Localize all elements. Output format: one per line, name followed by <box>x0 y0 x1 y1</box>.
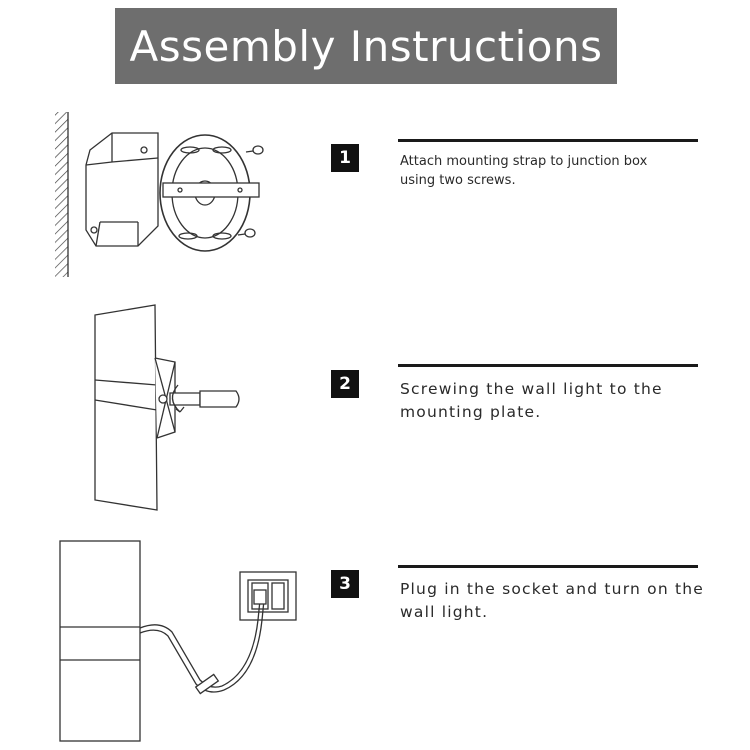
step-1-line-1: Attach mounting strap to junction box <box>400 154 648 169</box>
wall-hatch <box>55 112 68 277</box>
step-3-line-2: wall light. <box>400 603 489 621</box>
plug-icon <box>254 590 266 604</box>
screwdriver-handle <box>200 391 239 407</box>
page-title: Assembly Instructions <box>129 21 603 71</box>
step-2-line-2: mounting plate. <box>400 403 542 421</box>
step-1-badge: 1 <box>331 144 359 172</box>
step-2-badge: 2 <box>331 370 359 398</box>
junction-box-illustration <box>55 112 263 277</box>
socket-plug-illustration <box>60 541 296 741</box>
screwdriver-shaft <box>170 393 200 405</box>
step-3-line-1: Plug in the socket and turn on the <box>400 580 705 598</box>
wall-light-body <box>95 305 157 510</box>
step-1-line-2: using two screws. <box>400 173 516 188</box>
step-2-line-1: Screwing the wall light to the <box>400 380 663 398</box>
screw-icon <box>246 146 263 154</box>
wall-light-body <box>60 541 140 741</box>
wall-light-screwdriver-illustration <box>95 305 239 510</box>
screw-icon <box>238 229 255 237</box>
step-3-badge: 3 <box>331 570 359 598</box>
